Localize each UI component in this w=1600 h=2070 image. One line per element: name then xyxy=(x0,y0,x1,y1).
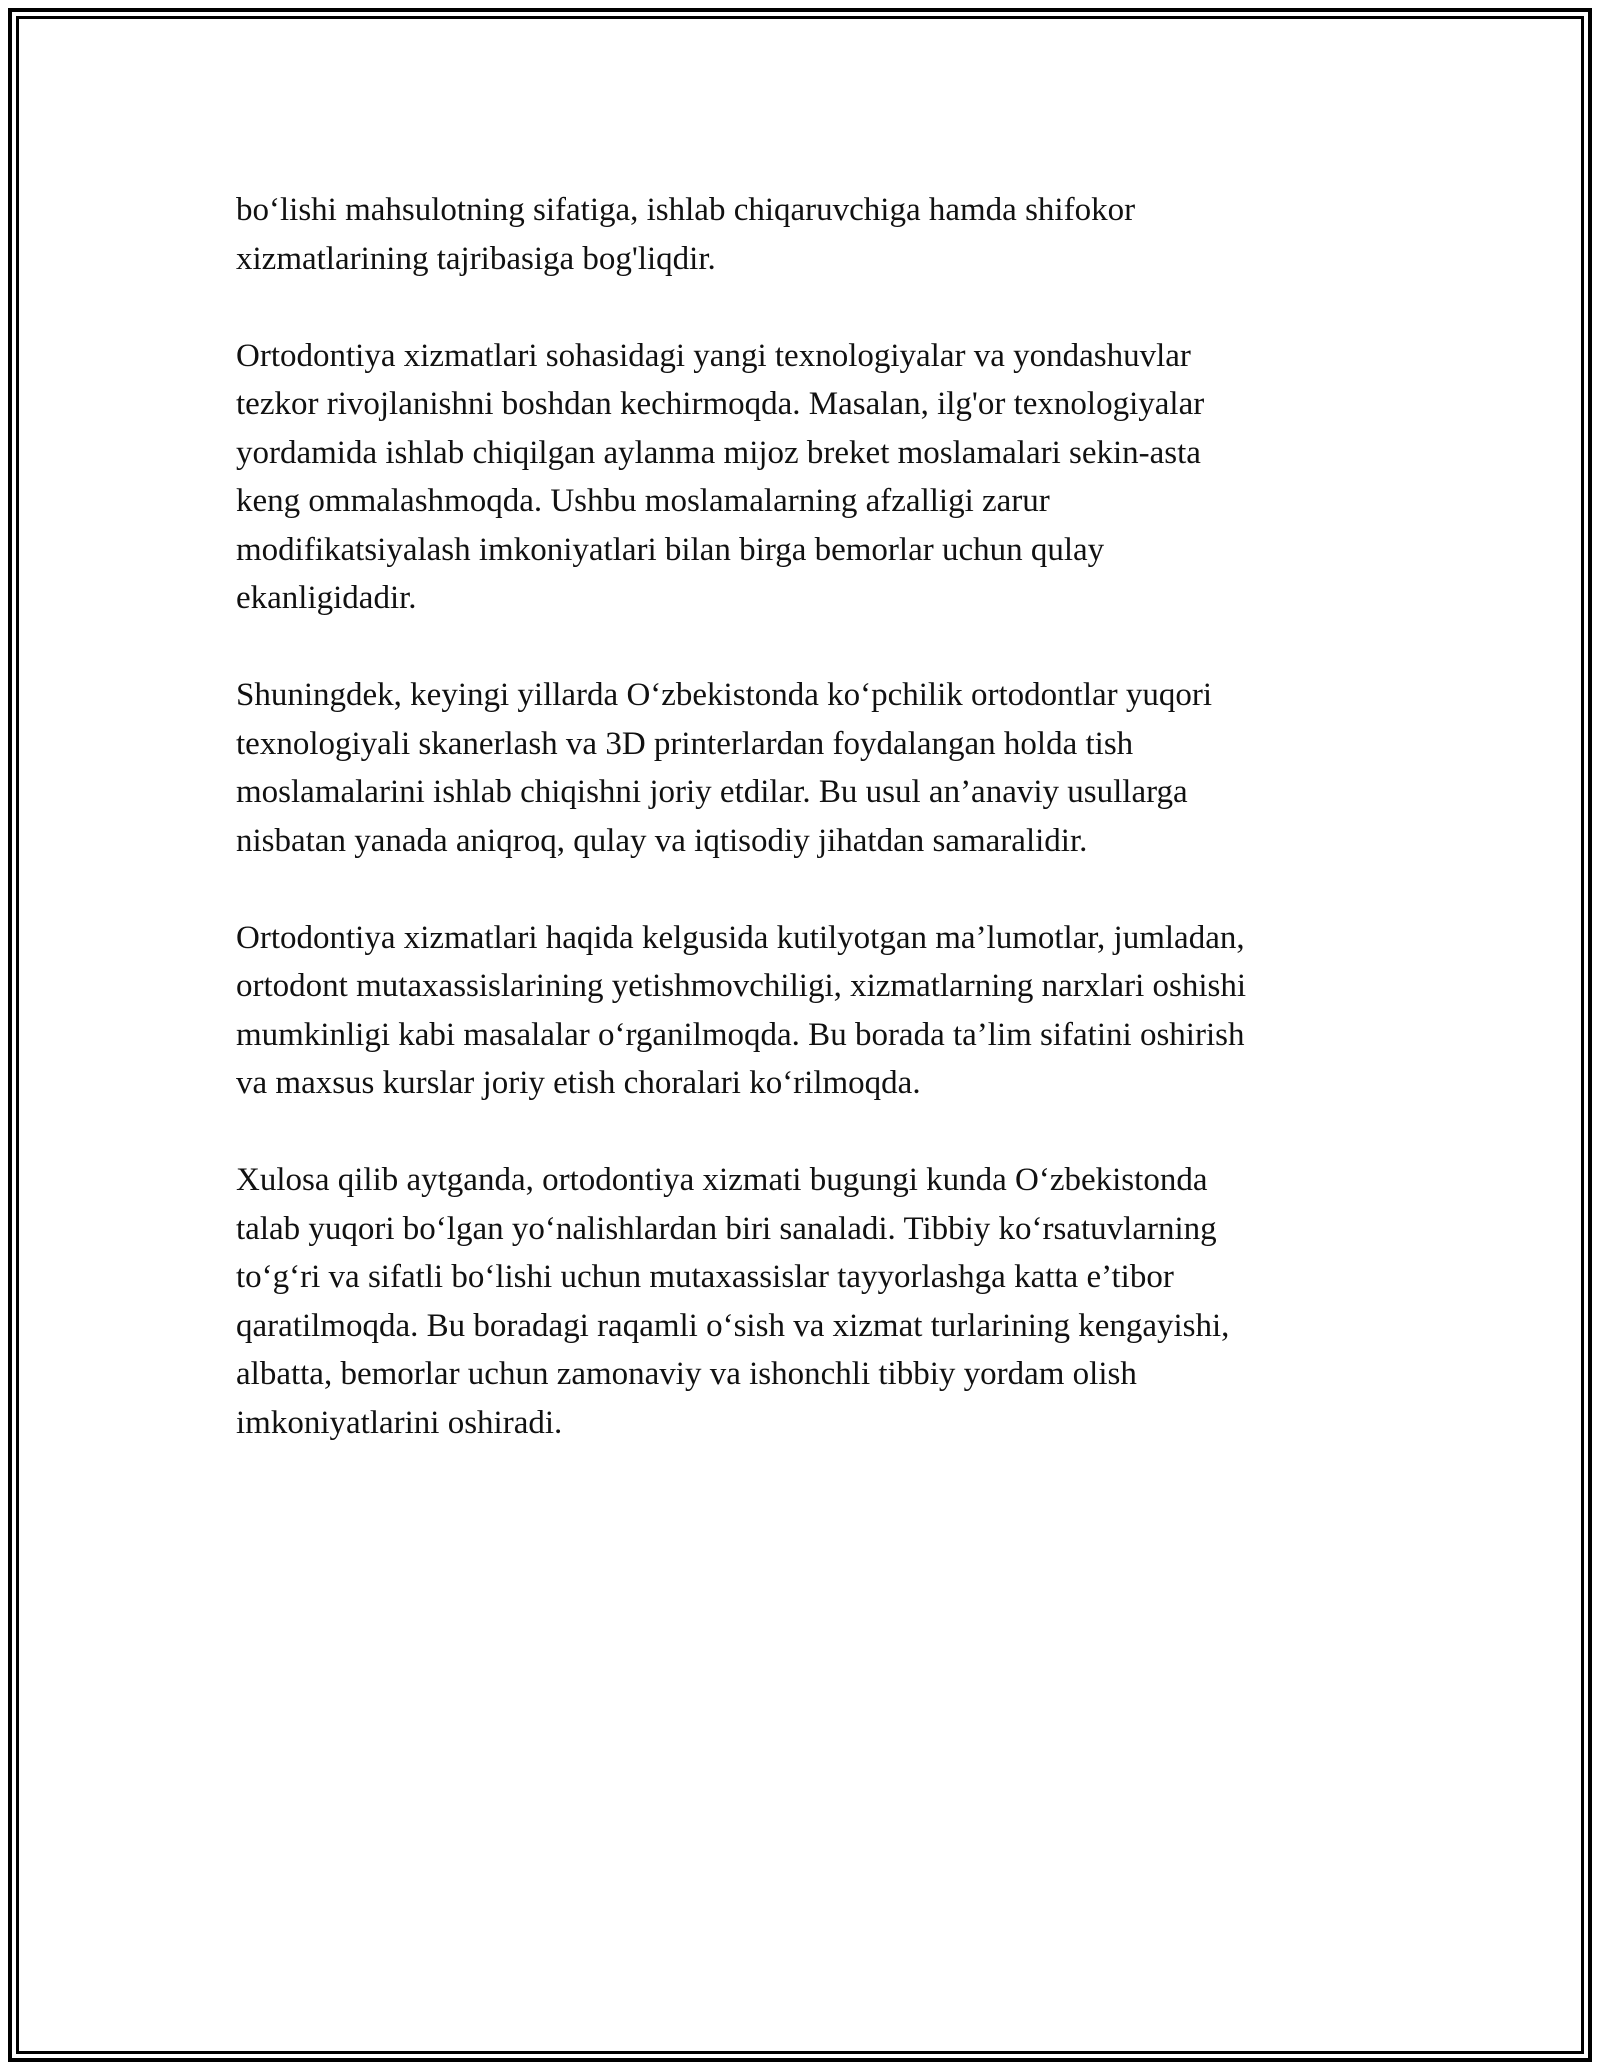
text-line: modifikatsiyalash imkoniyatlari bilan birga bemorlar uchun qulay xyxy=(236,531,1105,568)
text-line: albatta, bemorlar uchun zamonaviy va ishonchli tibbiy yordam olish xyxy=(236,1356,1137,1392)
text-line: tezkor rivojlanishni boshdan kechirmoqda. Masalan, ilg'or texnologiyalar xyxy=(236,386,1205,422)
text-line: to‘g‘ri va sifatli bo‘lishi uchun mutaxassislar tayyorlashga katta e’tibor xyxy=(236,1259,1174,1295)
text-line: moslamalarini ishlab chiqishni joriy etdilar. Bu usul an’anaviy usullarga xyxy=(236,774,1188,810)
text-line: texnologiyali skanerlash va 3D printerlardan foydalangan holda tish xyxy=(236,725,1134,762)
paragraph-5 xyxy=(236,1156,1386,1447)
text-line: Ortodontiya xizmatlari sohasidagi yangi texnologiyalar va yondashuvlar xyxy=(236,337,1191,374)
text-line: ortodont mutaxassislarining yetishmovchiligi, xizmatlarning narxlari oshishi xyxy=(236,968,1247,1004)
text-line: bo‘lishi mahsulotning sifatiga, ishlab chiqaruvchiga hamda shifokor xyxy=(236,192,1136,228)
text-line: qaratilmoqda. Bu boradagi raqamli o‘sish va xizmat turlarining kengayishi, xyxy=(236,1307,1230,1344)
text-line: keng ommalashmoqda. Ushbu moslamalarning afzalligi zarur xyxy=(236,483,1050,519)
text-line: nisbatan yanada aniqroq, qulay va iqtisodiy jihatdan samaralidir. xyxy=(236,822,1088,859)
text-line: Shuningdek, keyingi yillarda O‘zbekistonda ko‘pchilik ortodontlar yuqori xyxy=(236,677,1213,713)
document-body xyxy=(236,186,1386,1496)
text-line: ekanligidadir. xyxy=(236,580,417,616)
paragraph-3 xyxy=(236,671,1386,865)
paragraph-1 xyxy=(236,186,1386,283)
text-line: imkoniyatlarini oshiradi. xyxy=(236,1404,563,1441)
text-line: Ortodontiya xizmatlari haqida kelgusida kutilyotgan ma’lumotlar, jumladan, xyxy=(236,919,1245,956)
text-line: xizmatlarining tajribasiga bog'liqdir. xyxy=(236,240,716,277)
text-line: Xulosa qilib aytganda, ortodontiya xizmati bugungi kunda O‘zbekistonda xyxy=(236,1162,1208,1198)
text-line: yordamida ishlab chiqilgan aylanma mijoz breket moslamalari sekin-asta xyxy=(236,434,1201,471)
text-line: talab yuqori bo‘lgan yo‘nalishlardan biri sanaladi. Tibbiy ko‘rsatuvlarning xyxy=(236,1210,1217,1247)
text-line: mumkinligi kabi masalalar o‘rganilmoqda. Bu borada ta’lim sifatini oshirish xyxy=(236,1016,1245,1053)
paragraph-2 xyxy=(236,332,1386,623)
paragraph-4 xyxy=(236,914,1386,1108)
text-line: va maxsus kurslar joriy etish choralari ko‘rilmoqda. xyxy=(236,1065,921,1101)
